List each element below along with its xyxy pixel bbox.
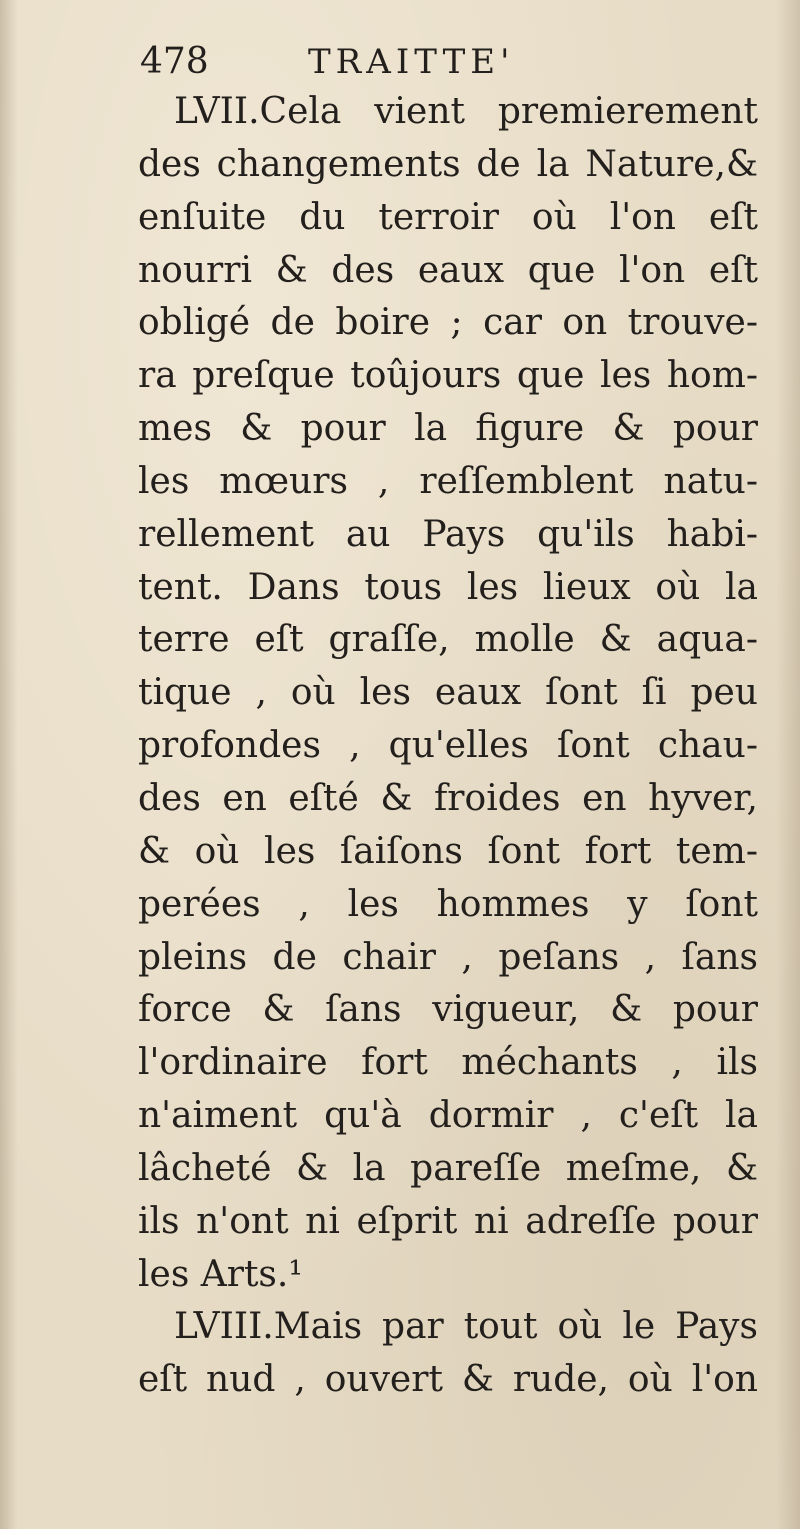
text-line: & où les ſaiſons ſont fort tem-: [138, 830, 758, 872]
text-line: ils n'ont ni eſprit ni adreſſe pour: [138, 1200, 758, 1242]
text-line: tent. Dans tous les lieux où la: [138, 566, 758, 608]
text-line: perées , les hommes y ſont: [138, 883, 758, 925]
text-line: ra preſque toûjours que les hom-: [138, 355, 758, 397]
text-line: LVIII.Mais par tout où le Pays: [174, 1306, 758, 1348]
text-line: n'aiment qu'à dormir , c'eſt la: [138, 1095, 758, 1137]
running-title: TRAITTE': [308, 42, 515, 82]
text-line: tique , où les eaux ſont ſi peu: [138, 672, 758, 714]
running-head: [140, 34, 720, 90]
page-number: 478: [140, 41, 209, 82]
text-line: l'ordinaire fort méchants , ils: [138, 1042, 758, 1084]
text-line: terre eſt graſſe, molle & aqua-: [138, 619, 758, 661]
text-line: lâcheté & la pareſſe meſme, &: [138, 1147, 758, 1189]
text-line: LVII.Cela vient premierement: [174, 91, 758, 132]
text-line: eſt nud , ouvert & rude, où l'on: [138, 1359, 758, 1401]
text-line: obligé de boire ; car on trouve-: [138, 302, 758, 344]
text-line: pleins de chair , peſans , ſans: [138, 936, 758, 978]
text-line: des changements de la Nature,&: [138, 143, 758, 185]
body-text: [138, 86, 758, 1407]
text-line: nourri & des eaux que l'on eſt: [138, 249, 758, 291]
text-line: les mœurs , reſſemblent natu-: [138, 460, 758, 502]
text-line: force & ſans vigueur, & pour: [138, 989, 758, 1031]
text-line: profondes , qu'elles ſont chau-: [138, 725, 758, 767]
text-line: les Arts.¹: [138, 1253, 303, 1295]
text-line: enſuite du terroir où l'on eſt: [138, 196, 758, 238]
text-line: rellement au Pays qu'ils habi-: [138, 513, 758, 555]
text-line: mes & pour la figure & pour: [138, 408, 758, 450]
text-line: des en eſté & froides en hyver,: [138, 777, 758, 819]
